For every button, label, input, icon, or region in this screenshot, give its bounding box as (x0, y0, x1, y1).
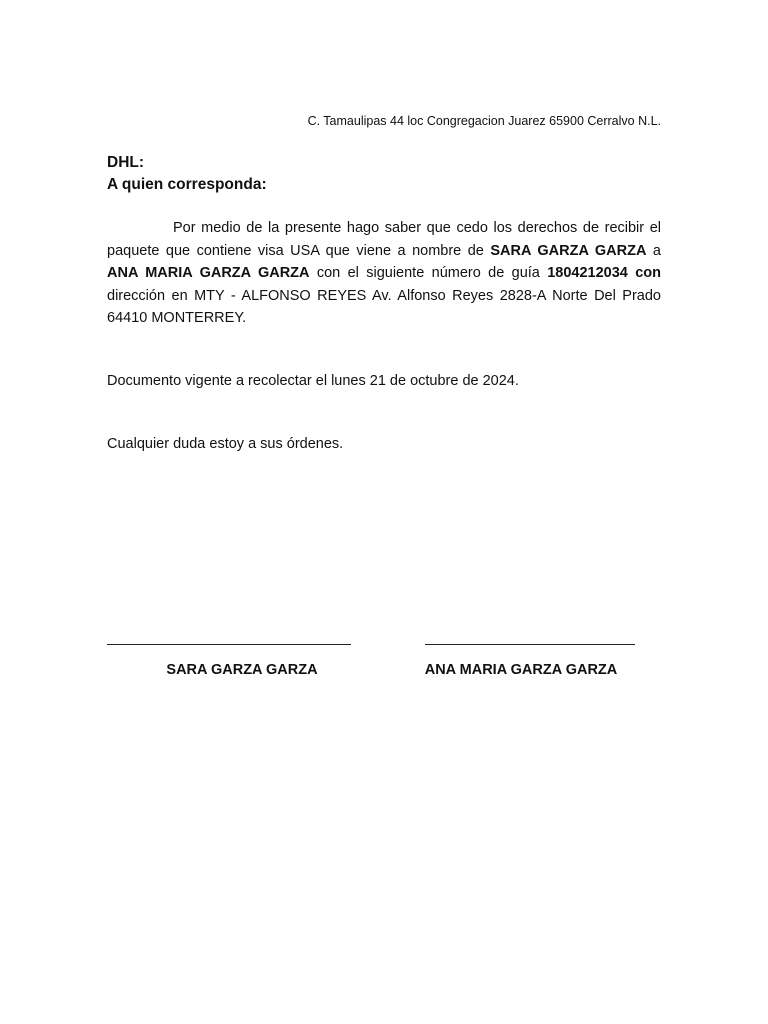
validity-statement: Documento vigente a recolectar el lunes 21 de octubre de 2024. (107, 373, 519, 389)
salutation-heading: A quien corresponda: (107, 176, 267, 193)
body-text-part-1: Por medio de la presente hago saber que cedo los derechos de recibir el paquete que contiene visa USA que viene a nombre de (107, 220, 661, 259)
body-text-part-4: dirección en MTY - ALFONSO REYES Av. Alfonso Reyes 2828-A Norte Del Prado 64410 MONTERREY. (107, 287, 661, 326)
signature-name-right: ANA MARIA GARZA GARZA (424, 662, 618, 678)
body-text-part-2: a (646, 242, 661, 259)
signature-line-right (425, 644, 635, 645)
recipient-name: ANA MARIA GARZA GARZA (107, 265, 310, 281)
sender-name: SARA GARZA GARZA (490, 242, 647, 259)
sender-address: C. Tamaulipas 44 loc Congregacion Juarez 65900 Cerralvo N.L. (307, 114, 661, 128)
body-paragraph (107, 217, 661, 330)
closing-line: Cualquier duda estoy a sus órdenes. (107, 436, 344, 452)
tracking-number: 1804212034 con (547, 265, 661, 281)
signature-line-left (107, 644, 351, 645)
recipient-heading: DHL: (107, 154, 145, 171)
signature-name-left: SARA GARZA GARZA (166, 662, 318, 678)
body-text-part-3: con el siguiente número de guía (309, 265, 548, 281)
